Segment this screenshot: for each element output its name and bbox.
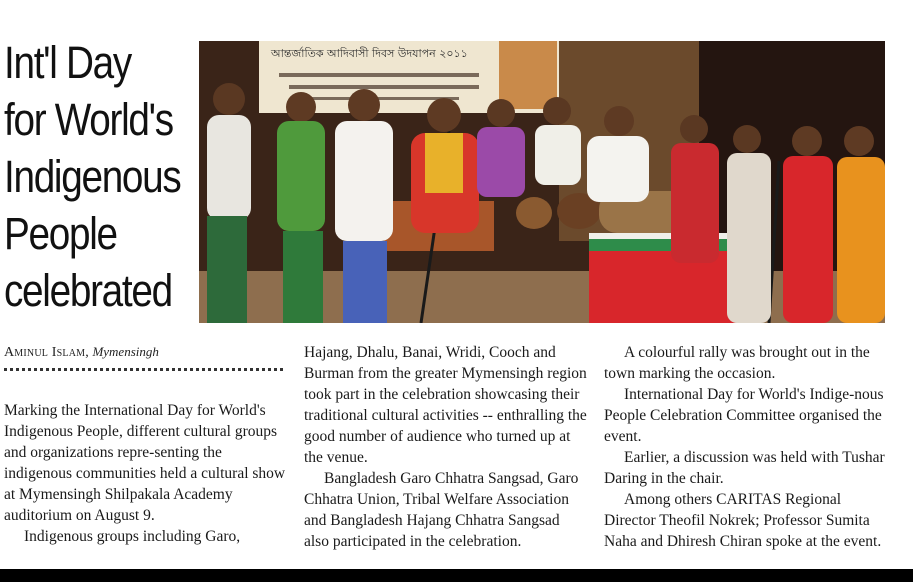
article-paragraph: International Day for World's Indige-nous People Celebration Committee organised the event. bbox=[604, 386, 884, 445]
article-paragraph: Earlier, a discussion was held with Tushar Daring in the chair. bbox=[604, 449, 885, 487]
byline-author: Aminul Islam, bbox=[4, 345, 89, 360]
article-column-3 bbox=[604, 342, 890, 552]
banner-text: আন্তর্জাতিক আদিবাসী দিবস উদযাপন ২০১১ bbox=[271, 47, 468, 60]
headline-line: for World's bbox=[4, 94, 173, 145]
article-column-1 bbox=[4, 400, 288, 547]
article-column-2 bbox=[304, 342, 588, 552]
article-paragraph: Marking the International Day for World's Indigenous People, different cultural groups and organizations repre-senting the indigenous communities held a cultural show at Mymensingh Shilpakala Academy auditorium on August 9. bbox=[4, 402, 286, 524]
photo-illustration bbox=[199, 41, 885, 323]
headline-line: People bbox=[4, 208, 117, 259]
news-photo bbox=[199, 41, 885, 323]
headline-line: Int'l Day bbox=[4, 37, 131, 88]
headline-line: Indigenous bbox=[4, 151, 181, 202]
byline-location: Mymensingh bbox=[92, 344, 159, 359]
headline bbox=[4, 34, 181, 319]
headline-line: celebrated bbox=[4, 265, 172, 316]
article-paragraph: A colourful rally was brought out in the town marking the occasion. bbox=[604, 344, 870, 382]
article-paragraph: Among others CARITAS Regional Director Theofil Nokrek; Professor Sumita Naha and Dhiresh Chiran spoke at the event. bbox=[604, 491, 882, 550]
byline-divider bbox=[4, 368, 283, 371]
byline bbox=[4, 344, 159, 361]
article-paragraph: Indigenous groups including Garo, bbox=[24, 528, 241, 545]
page-bottom-border bbox=[0, 569, 913, 582]
article-paragraph: Hajang, Dhalu, Banai, Wridi, Cooch and Burman from the greater Mymensingh region took part in the celebration showcasing their traditional cultural activities -- enthralling the good number of audience who turned up at the venue. bbox=[304, 344, 587, 466]
article-paragraph: Bangladesh Garo Chhatra Sangsad, Garo Chhatra Union, Tribal Welfare Association and Bangladesh Hajang Chhatra Sangsad also participated in the celebration. bbox=[304, 470, 579, 550]
